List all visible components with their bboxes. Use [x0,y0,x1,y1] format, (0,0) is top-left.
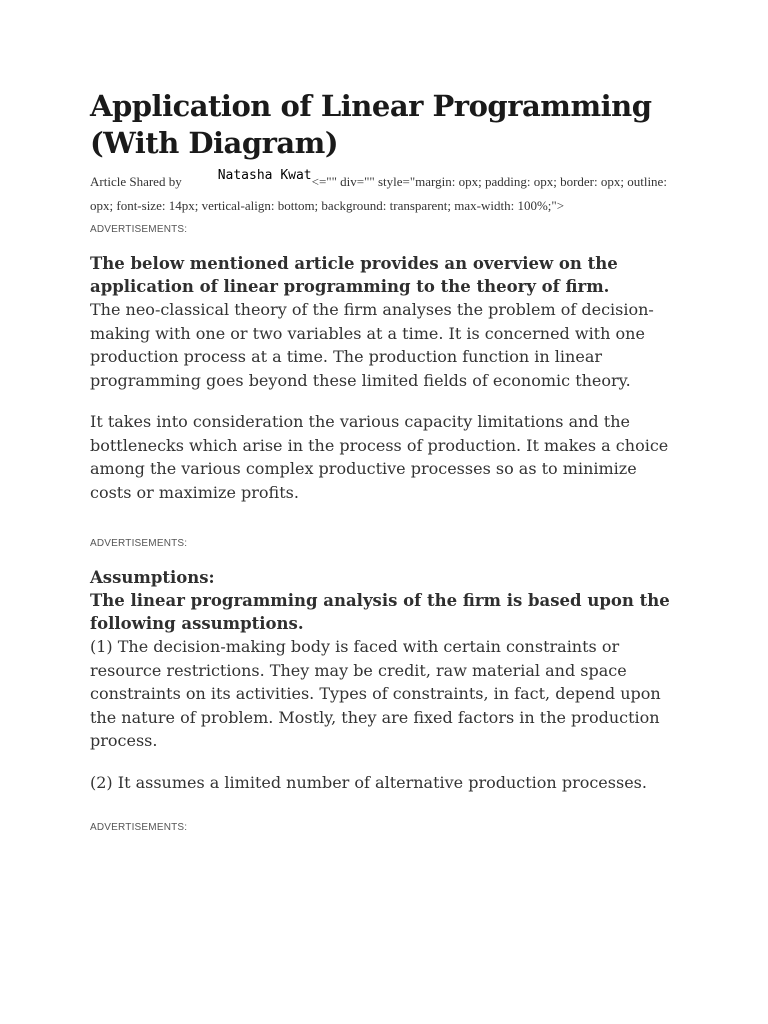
byline-prefix: Article Shared by [90,174,182,189]
author-name[interactable]: Natasha Kwat [217,168,312,183]
advertisement-label: ADVERTISEMENTS: [90,538,188,549]
assumptions-intro: The linear programming analysis of the firm is based upon the following assumptions. [90,591,670,633]
article-title: Application of Linear Programming (With Diagram) [90,89,652,160]
advertisement-label: ADVERTISEMENTS: [90,822,188,833]
byline-leaked-markup: <="" div="" style="margin: opx; padding: opx; border: opx; outline: opx; font-size: 14px; vertical-align: bottom; background: transparent; max-width: 100%;"> [90,174,667,213]
advertisement-label: ADVERTISEMENTS: [90,224,188,235]
paragraph: It takes into consideration the various capacity limitations and the bottlenecks which arise in the process of production. It makes a choice among the various complex productive processes so as to minimize costs or maximize profits. [90,412,669,502]
assumption-item: (1) The decision-making body is faced with certain constraints or resource restrictions. They may be credit, raw material and space constraints on its activities. Types of constraints, in fact, depend upon the nature of problem. Mostly, they are fixed factors in the production process. [90,637,661,750]
article [90,88,680,833]
paragraph: The neo-classical theory of the firm analyses the problem of decision-making with one or two variables at a time. It is concerned with one production process at a time. The production function in linear programming goes beyond these limited fields of economic theory. [90,300,654,390]
byline [90,170,680,217]
assumption-item: (2) It assumes a limited number of alternative production processes. [90,772,647,792]
section-heading-assumptions: Assumptions: [90,568,215,587]
article-lead: The below mentioned article provides an overview on the application of linear programming to the theory of firm. [90,254,618,296]
